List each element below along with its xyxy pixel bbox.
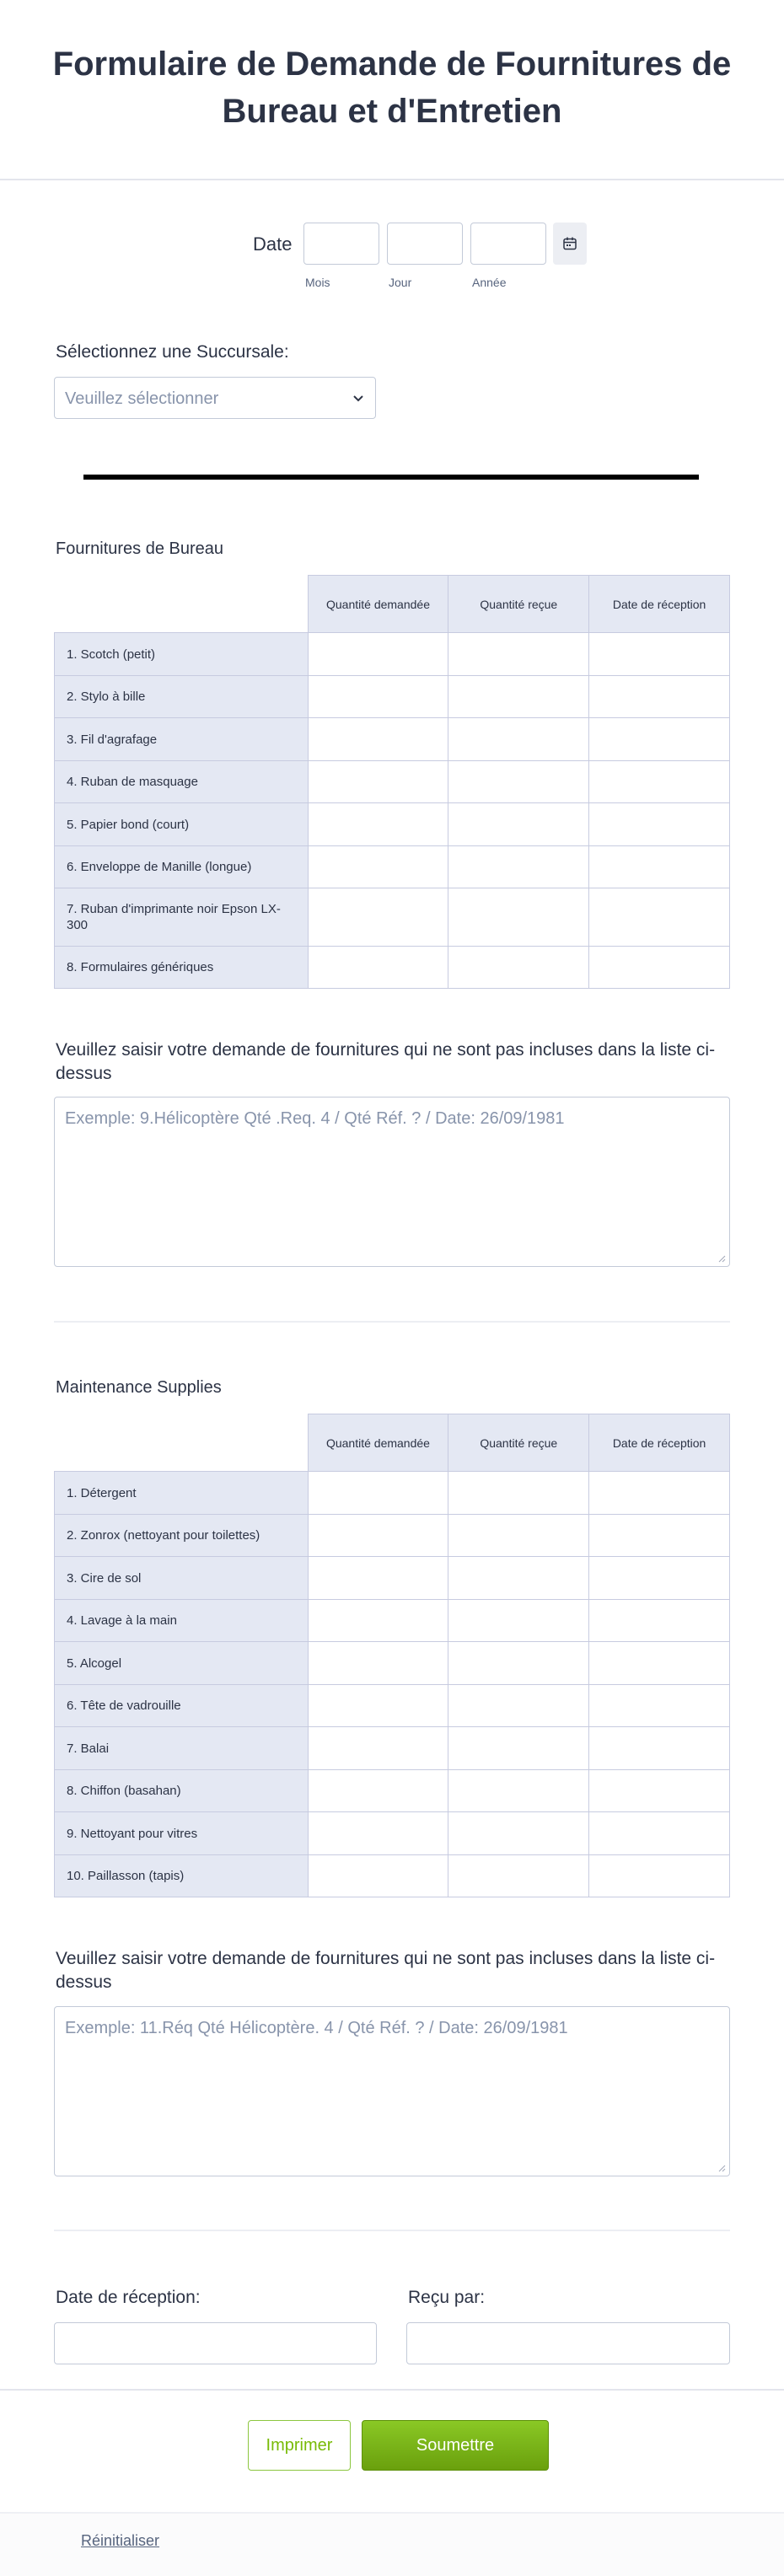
footer-divider — [0, 2389, 784, 2391]
matrix-cell-input[interactable] — [308, 1472, 448, 1515]
maintenance-other-placeholder: Exemple: 11.Réq Qté Hélicoptère. 4 / Qté Réf. ? / Date: 26/09/1981 — [65, 2019, 568, 2037]
matrix-cell-input[interactable] — [308, 676, 448, 718]
matrix-row-label: 4. Ruban de masquage — [55, 761, 309, 803]
matrix-cell-input[interactable] — [448, 846, 589, 888]
chevron-down-icon — [350, 389, 367, 406]
matrix-row-label: 5. Alcogel — [55, 1642, 309, 1685]
matrix-row-label: 7. Ruban d'imprimante noir Epson LX-300 — [55, 888, 309, 947]
matrix-row-label: 8. Formulaires génériques — [55, 947, 309, 989]
matrix-column-header: Quantité demandée — [308, 576, 448, 633]
office-supplies-matrix — [54, 575, 730, 989]
matrix-cell-input[interactable] — [448, 1685, 589, 1727]
matrix-row-label: 5. Papier bond (court) — [55, 803, 309, 846]
matrix-cell-input[interactable] — [448, 1642, 589, 1685]
matrix-cell-input[interactable] — [448, 633, 589, 676]
date-month-input[interactable] — [303, 223, 379, 265]
matrix-cell-input[interactable] — [589, 761, 730, 803]
section-divider — [83, 475, 699, 480]
resize-handle-icon[interactable] — [717, 2164, 726, 2172]
matrix-cell-input[interactable] — [589, 1855, 730, 1897]
matrix-cell-input[interactable] — [589, 846, 730, 888]
matrix-cell-input[interactable] — [589, 947, 730, 989]
office-other-placeholder: Exemple: 9.Hélicoptère Qté .Req. 4 / Qté Réf. ? / Date: 26/09/1981 — [65, 1109, 565, 1128]
office-supplies-title: Fournitures de Bureau — [56, 539, 224, 558]
matrix-cell-input[interactable] — [308, 761, 448, 803]
matrix-cell-input[interactable] — [589, 1770, 730, 1812]
matrix-cell-input[interactable] — [308, 1727, 448, 1770]
matrix-cell-input[interactable] — [448, 1812, 589, 1855]
matrix-cell-input[interactable] — [308, 803, 448, 846]
matrix-corner — [55, 576, 309, 633]
print-button[interactable] — [248, 2420, 351, 2471]
matrix-cell-input[interactable] — [308, 718, 448, 761]
resize-handle-icon[interactable] — [717, 1254, 726, 1263]
receipt-date-label: Date de réception: — [56, 2288, 201, 2307]
matrix-row-label: 2. Zonrox (nettoyant pour toilettes) — [55, 1515, 309, 1557]
matrix-column-header: Date de réception — [589, 1414, 730, 1472]
matrix-row-label: 10. Paillasson (tapis) — [55, 1855, 309, 1897]
matrix-cell-input[interactable] — [448, 761, 589, 803]
matrix-column-header: Quantité demandée — [308, 1414, 448, 1472]
matrix-cell-input[interactable] — [308, 1855, 448, 1897]
matrix-cell-input[interactable] — [589, 1642, 730, 1685]
matrix-cell-input[interactable] — [448, 718, 589, 761]
matrix-cell-input[interactable] — [448, 1472, 589, 1515]
maintenance-supplies-title: Maintenance Supplies — [56, 1378, 222, 1397]
matrix-row-label: 3. Fil d'agrafage — [55, 718, 309, 761]
date-year-sublabel: Année — [472, 276, 507, 289]
matrix-cell-input[interactable] — [308, 1812, 448, 1855]
maintenance-other-textarea[interactable] — [54, 2006, 730, 2176]
matrix-cell-input[interactable] — [448, 1600, 589, 1642]
section-divider — [54, 2230, 730, 2231]
matrix-cell-input[interactable] — [448, 1557, 589, 1600]
date-day-sublabel: Jour — [389, 276, 412, 289]
maintenance-other-label: Veuillez saisir votre demande de fournitures qui ne sont pas incluses dans la liste ci-dessus — [56, 1949, 716, 1992]
received-by-input[interactable] — [406, 2322, 730, 2364]
matrix-row-label: 1. Détergent — [55, 1472, 309, 1515]
branch-select-placeholder: Veuillez sélectionner — [65, 389, 219, 408]
calendar-icon — [562, 236, 577, 251]
matrix-cell-input[interactable] — [589, 803, 730, 846]
matrix-row-label: 4. Lavage à la main — [55, 1600, 309, 1642]
calendar-button[interactable] — [553, 223, 587, 265]
matrix-row-label: 6. Enveloppe de Manille (longue) — [55, 846, 309, 888]
matrix-cell-input[interactable] — [589, 1600, 730, 1642]
matrix-row-label: 8. Chiffon (basahan) — [55, 1770, 309, 1812]
matrix-cell-input[interactable] — [589, 888, 730, 947]
submit-button[interactable] — [362, 2420, 549, 2471]
matrix-cell-input[interactable] — [448, 947, 589, 989]
matrix-column-header: Quantité reçue — [448, 576, 589, 633]
matrix-cell-input[interactable] — [589, 676, 730, 718]
submit-button-label: Soumettre — [416, 2435, 495, 2455]
matrix-cell-input[interactable] — [448, 1727, 589, 1770]
form-header — [0, 0, 784, 180]
matrix-cell-input[interactable] — [589, 718, 730, 761]
branch-label: Sélectionnez une Succursale: — [56, 342, 289, 362]
matrix-cell-input[interactable] — [448, 888, 589, 947]
matrix-cell-input[interactable] — [448, 676, 589, 718]
matrix-column-header: Date de réception — [589, 576, 730, 633]
matrix-row-label: 2. Stylo à bille — [55, 676, 309, 718]
matrix-cell-input[interactable] — [308, 1685, 448, 1727]
matrix-cell-input[interactable] — [308, 888, 448, 947]
matrix-cell-input[interactable] — [308, 1557, 448, 1600]
matrix-cell-input[interactable] — [589, 1472, 730, 1515]
matrix-cell-input[interactable] — [589, 633, 730, 676]
matrix-row-label: 9. Nettoyant pour vitres — [55, 1812, 309, 1855]
matrix-cell-input[interactable] — [448, 1855, 589, 1897]
reset-link[interactable]: Réinitialiser — [81, 2532, 160, 2549]
date-month-sublabel: Mois — [305, 276, 330, 289]
matrix-cell-input[interactable] — [308, 947, 448, 989]
matrix-column-header: Quantité reçue — [448, 1414, 589, 1472]
section-divider — [54, 1321, 730, 1323]
date-year-input[interactable] — [470, 223, 546, 265]
matrix-cell-input[interactable] — [589, 1557, 730, 1600]
matrix-row-label: 1. Scotch (petit) — [55, 633, 309, 676]
received-by-label: Reçu par: — [408, 2288, 486, 2307]
date-day-input[interactable] — [387, 223, 463, 265]
branch-select[interactable] — [54, 377, 376, 419]
matrix-cell-input[interactable] — [308, 1600, 448, 1642]
matrix-cell-input[interactable] — [308, 1515, 448, 1557]
matrix-cell-input[interactable] — [448, 803, 589, 846]
matrix-cell-input[interactable] — [589, 1685, 730, 1727]
matrix-cell-input[interactable] — [589, 1515, 730, 1557]
matrix-cell-input[interactable] — [448, 1515, 589, 1557]
matrix-cell-input[interactable] — [448, 1770, 589, 1812]
print-button-label: Imprimer — [266, 2435, 333, 2455]
date-label: Date — [253, 233, 293, 255]
maintenance-supplies-matrix — [54, 1414, 730, 1897]
matrix-cell-input[interactable] — [308, 1642, 448, 1685]
matrix-row-label: 6. Tête de vadrouille — [55, 1685, 309, 1727]
matrix-cell-input[interactable] — [308, 846, 448, 888]
receipt-date-input[interactable] — [54, 2322, 377, 2364]
matrix-cell-input[interactable] — [308, 633, 448, 676]
form-title: Formulaire de Demande de Fournitures de Bureau et d'Entretien — [52, 46, 732, 130]
matrix-corner — [55, 1414, 309, 1472]
matrix-row-label: 7. Balai — [55, 1727, 309, 1770]
office-other-label: Veuillez saisir votre demande de fournitures qui ne sont pas incluses dans la liste ci-dessus — [56, 1040, 716, 1083]
office-other-textarea[interactable] — [54, 1097, 730, 1267]
matrix-cell-input[interactable] — [308, 1770, 448, 1812]
matrix-cell-input[interactable] — [589, 1727, 730, 1770]
matrix-cell-input[interactable] — [589, 1812, 730, 1855]
matrix-row-label: 3. Cire de sol — [55, 1557, 309, 1600]
